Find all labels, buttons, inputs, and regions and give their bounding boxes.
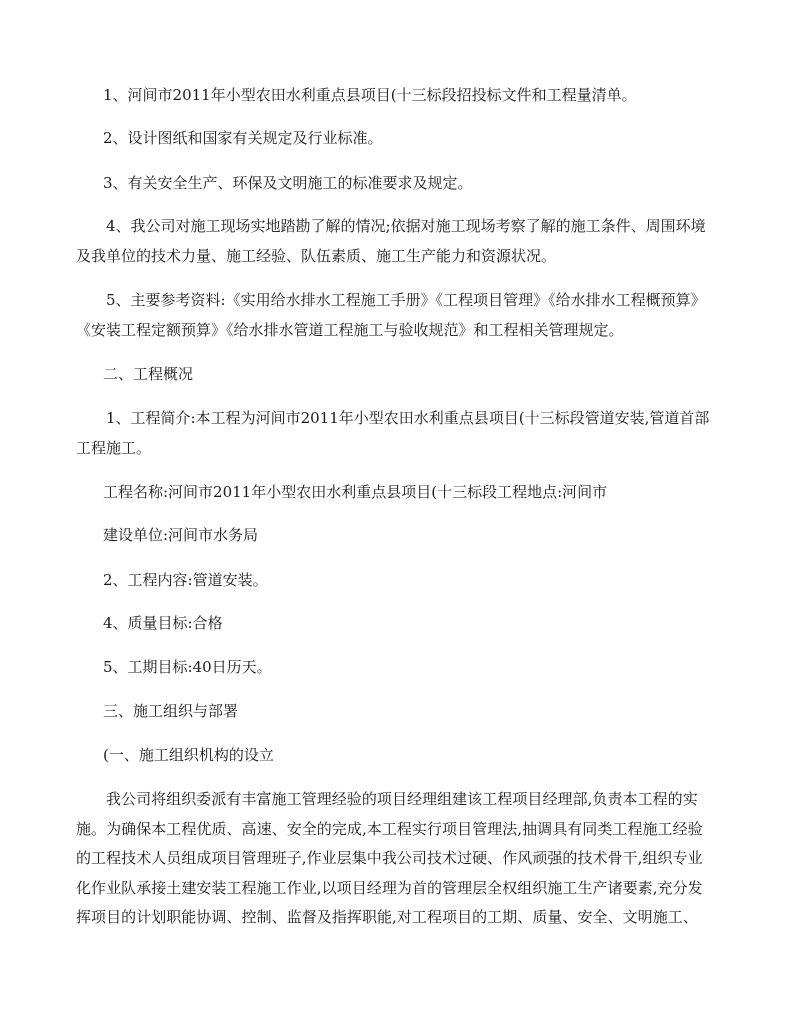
paragraph-construction-unit: 建设单位:河间市水务局 xyxy=(103,526,259,544)
subsection-heading-organization-setup: (一、施工组织机构的设立 xyxy=(103,746,274,764)
paragraph-basis-2: 2、设计图纸和国家有关规定及行业标准。 xyxy=(103,129,383,147)
section-heading-organization: 三、施工组织与部署 xyxy=(103,702,239,720)
paragraph-organization-body: 我公司将组织委派有丰富施工管理经验的项目经理组建该工程项目经理部,负责本工程的实施。为确保本工程优质、高速、安全的完成,本工程实行项目管理法,抽调具有同类工程施工经验的工程技术人员组成项目管理班子,作业层集中我公司技术过硬、作风顽强的技术骨干,组织专业化作业队承接土建安装工程施工作业,以项目经理为首的管理层全权组织施工生产诸要素,充分发挥项目的计划职能协调、控制、监督及指挥职能,对工程项目的工期、质量、安全、文明施工、 xyxy=(76,790,703,926)
paragraph-basis-3: 3、有关安全生产、环保及文明施工的标准要求及规定。 xyxy=(103,174,473,192)
paragraph-basis-4: 4、我公司对施工现场实地踏勘了解的情况;依据对施工现场考察了解的施工条件、周围环境及我单位的技术力量、施工经验、队伍素质、施工生产能力和资源状况。 xyxy=(76,217,706,265)
paragraph-quality-target: 4、质量目标:合格 xyxy=(103,614,223,632)
paragraph-project-name: 工程名称:河间市2011年小型农田水利重点县项目(十三标段工程地点:河间市 xyxy=(103,483,608,501)
paragraph-basis-5: 5、主要参考资料:《实用给水排水工程施工手册》《工程项目管理》《给水排水工程概预算》《安装工程定额预算》《给水排水管道工程施工与验收规范》和工程相关管理规定。 xyxy=(76,291,706,339)
paragraph-project-content: 2、工程内容:管道安装。 xyxy=(103,571,268,589)
paragraph-project-intro: 1、工程简介:本工程为河间市2011年小型农田水利重点县项目(十三标段管道安装,管道首部工程施工。 xyxy=(76,409,710,457)
section-heading-project-overview: 二、工程概况 xyxy=(103,365,194,383)
paragraph-schedule-target: 5、工期目标:40日历天。 xyxy=(103,658,272,676)
paragraph-basis-1: 1、河间市2011年小型农田水利重点县项目(十三标段招投标文件和工程量清单。 xyxy=(103,86,637,104)
